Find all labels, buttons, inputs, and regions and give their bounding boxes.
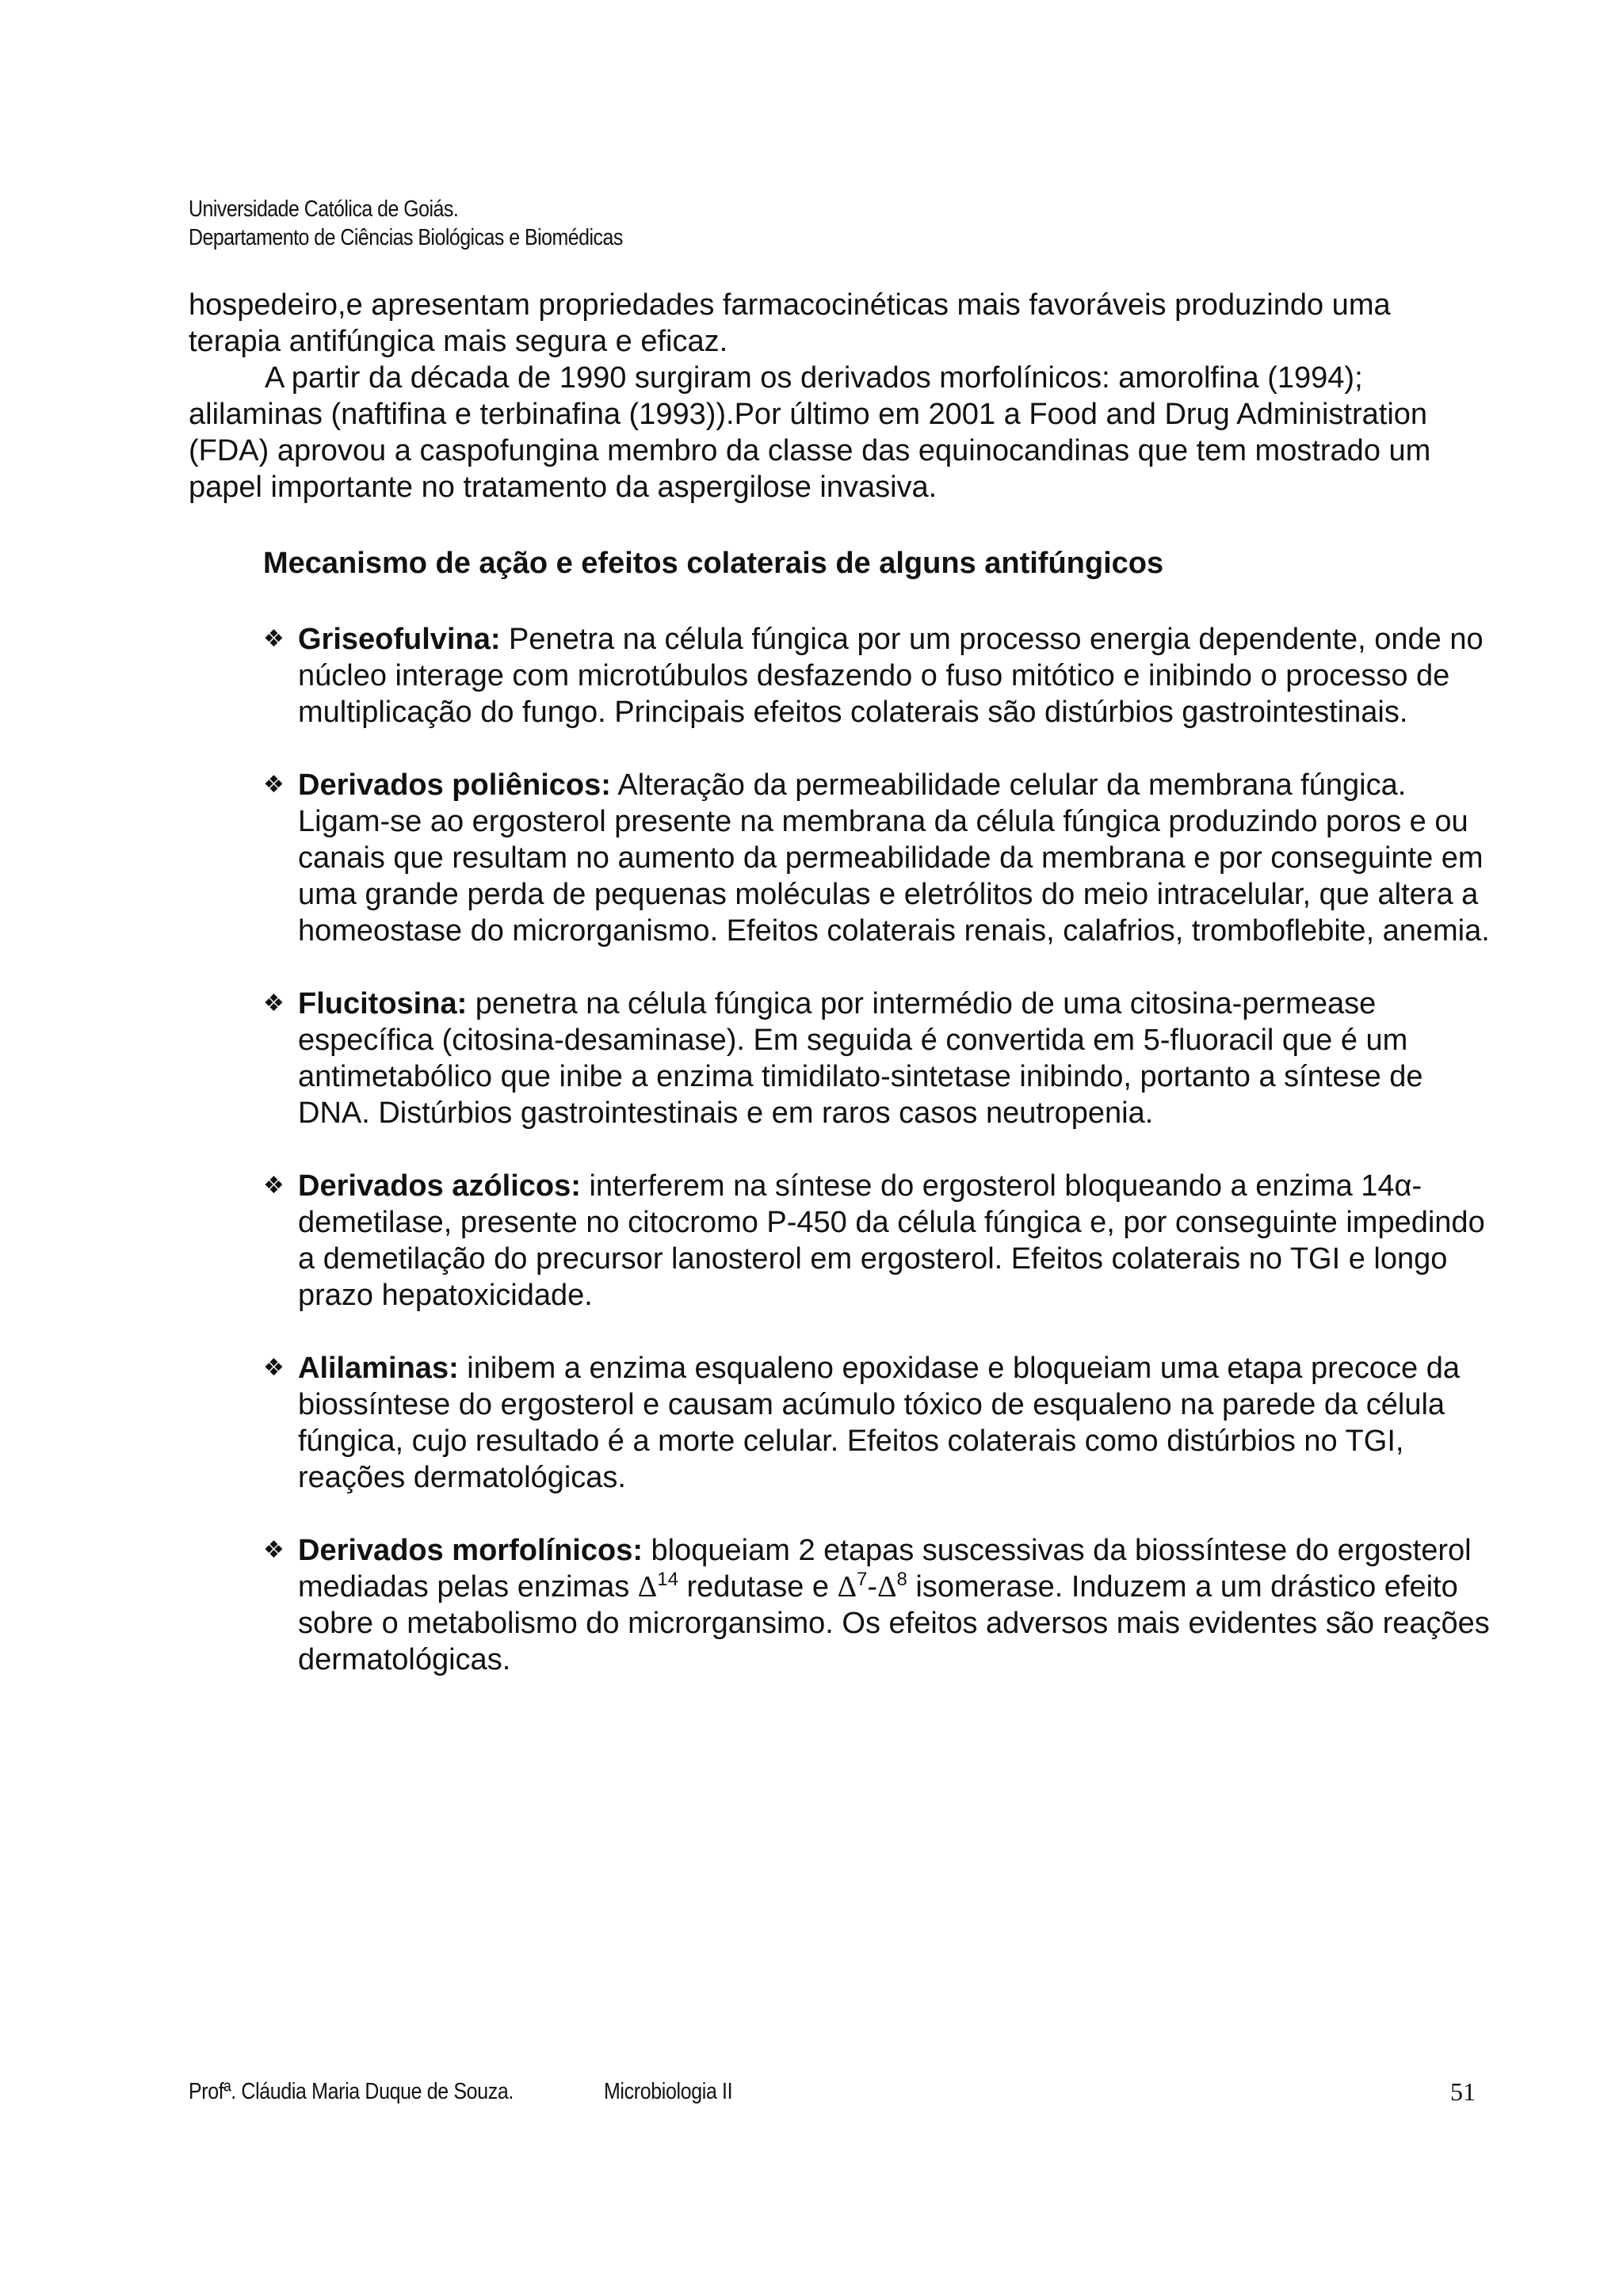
delta-symbol: Δ <box>637 1570 658 1604</box>
superscript-8: 8 <box>896 1569 907 1590</box>
intro-text <box>189 287 1488 505</box>
list-item-alilaminas <box>263 1350 1499 1496</box>
item-term: Derivados azólicos: <box>298 1169 581 1203</box>
item-text: penetra na célula fúngica por intermédio de uma citosina-permease específica (citosina-desaminase). Em seguida é convertida em 5-fluoracil que é um antimetabólico que inibe a enzima timidilato-sintetase inibindo, portanto a síntese de DNA. Distúrbios gastrointestinais e em raros casos neutropenia. <box>298 987 1423 1130</box>
page-number: 51 <box>1450 2077 1476 2106</box>
item-term: Flucitosina: <box>298 987 468 1020</box>
list-item-griseofulvina <box>263 621 1499 730</box>
list-item-azolicos <box>263 1168 1499 1314</box>
delta-symbol: Δ <box>877 1570 897 1604</box>
item-text: Penetra na célula fúngica por um processo energia dependente, onde no núcleo interage com microtúbulos desfazendo o fuso mitótico e inibindo o processo de multiplicação do fungo. Principais efeitos colaterais são distúrbios gastrointestinais. <box>298 623 1484 729</box>
page-footer <box>189 2076 1476 2107</box>
header-institution: Universidade Católica de Goiás. <box>189 196 459 222</box>
item-term: Alilaminas: <box>298 1352 459 1385</box>
diamond-star-icon: ❖ <box>263 990 285 1017</box>
section-title: Mecanismo de ação e efeitos colaterais de alguns antifúngicos <box>263 547 1164 580</box>
intro-paragraph-1: hospedeiro,e apresentam propriedades farmacocinéticas mais favoráveis produzindo uma terapia antifúngica mais segura e eficaz. <box>189 288 1391 358</box>
list-item-flucitosina <box>263 986 1499 1131</box>
item-text-b: redutase e <box>678 1570 838 1604</box>
list-item-morfolinicos <box>263 1532 1499 1678</box>
antifungal-list <box>263 621 1499 1714</box>
intro-paragraph-2: A partir da década de 1990 surgiram os derivados morfolínicos: amorolfina (1994); alilaminas (naftifina e terbinafina (1993)).Por último em 2001 a Food and Drug Administration (FDA) aprovou a caspofungina membro da classe das equinocandinas que tem mostrado um papel importante no tratamento da aspergilose invasiva. <box>189 361 1431 504</box>
item-term: Griseofulvina: <box>298 623 501 656</box>
diamond-star-icon: ❖ <box>263 625 285 653</box>
dash: - <box>867 1570 878 1604</box>
item-text-c: isomerase. Induzem a um drástico efeito sobre o metabolismo do microrgansimo. Os efeitos adversos mais evidentes são reações dermatológicas. <box>298 1570 1490 1676</box>
item-text: Alteração da permeabilidade celular da membrana fúngica. Ligam-se ao ergosterol presente na membrana da célula fúngica produzindo poros e ou canais que resultam no aumento da permeabilidade da membrana e por conseguinte em uma grande perda de pequenas moléculas e eletrólitos do meio intracelular, que altera a homeostase do microrganismo. Efeitos colaterais renais, calafrios, tromboflebite, anemia. <box>298 769 1490 948</box>
item-term: Derivados poliênicos: <box>298 769 611 802</box>
diamond-star-icon: ❖ <box>263 1354 285 1382</box>
diamond-star-icon: ❖ <box>263 1536 285 1564</box>
footer-course: Microbiologia II <box>604 2079 733 2104</box>
footer-author: Profª. Cláudia Maria Duque de Souza. <box>189 2079 514 2104</box>
diamond-star-icon: ❖ <box>263 771 285 799</box>
item-text: interferem na síntese do ergosterol bloqueando a enzima 14α-demetilase, presente no citocromo P-450 da célula fúngica e, por conseguinte impedindo a demetilação do precursor lanosterol em ergosterol. Efeitos colaterais no TGI e longo prazo hepatoxicidade. <box>298 1169 1485 1312</box>
item-term: Derivados morfolínicos: <box>298 1534 643 1567</box>
list-item-polienicos <box>263 767 1499 949</box>
superscript-14: 14 <box>657 1569 678 1590</box>
item-text-a: bloqueiam 2 etapas suscessivas da biossíntese do ergosterol mediadas pelas enzimas <box>298 1534 1472 1604</box>
page-header <box>189 195 623 252</box>
diamond-star-icon: ❖ <box>263 1172 285 1199</box>
item-text: inibem a enzima esqualeno epoxidase e bloqueiam uma etapa precoce da biossíntese do ergosterol e causam acúmulo tóxico de esqualeno na parede da célula fúngica, cujo resultado é a morte celular. Efeitos colaterais como distúrbios no TGI, reações dermatológicas. <box>298 1352 1461 1494</box>
delta-symbol: Δ <box>837 1570 857 1604</box>
superscript-7: 7 <box>857 1569 868 1590</box>
header-department: Departamento de Ciências Biológicas e Biomédicas <box>189 225 623 250</box>
